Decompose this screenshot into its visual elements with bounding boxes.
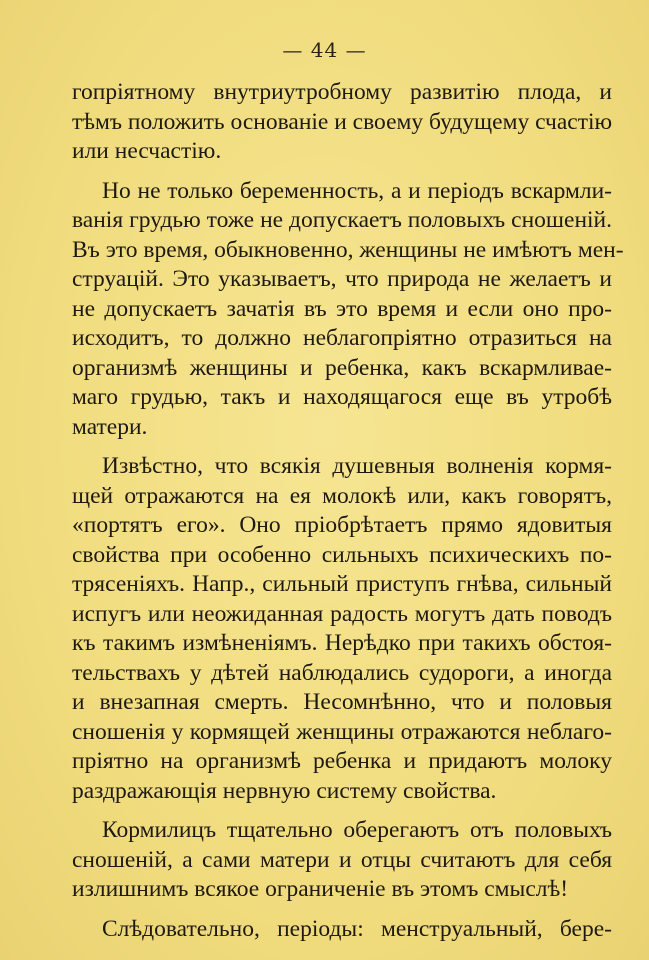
paragraph-4: [72, 816, 612, 905]
text-line: и внезапная смерть. Несомнѣнно, что и половыя: [72, 689, 612, 715]
text-line: трясеніяхъ. Напр., сильный приступъ гнѣва, сильный: [72, 571, 612, 597]
text-line: Въ это время, обыкновенно, женщины не имѣютъ мен-: [72, 236, 624, 263]
text-line: сношеній, а сами матери и отцы считаютъ для себя: [72, 846, 612, 873]
text-line: Но не только беременность, а и періодъ вскармли-: [102, 177, 612, 204]
text-line: свойства при особенно сильныхъ психическихъ по-: [72, 541, 612, 568]
text-line: пріятно на организмѣ ребенка и придаютъ молоку: [72, 748, 612, 774]
text-line: Кормилицъ тщательно оберегаютъ отъ половыхъ: [102, 817, 612, 843]
text-line: не допускаетъ зачатія въ это время и если оно про-: [72, 295, 612, 322]
text-line: Слѣдовательно, періоды: менструальный, бере-: [102, 915, 612, 942]
text-line: раздражающія нервную систему свойства.: [72, 777, 497, 804]
paragraph-3: [72, 452, 612, 806]
text-line: тельствахъ у дѣтей наблюдались судороги, а иногда: [72, 659, 612, 686]
text-line: испугъ или неожиданная радость могутъ дать поводъ: [72, 600, 612, 627]
text-line: сношенія у кормящей женщины отражаются неблаго-: [72, 718, 612, 745]
text-line: щей отражаются на ея молокѣ или, какъ говорятъ,: [72, 482, 612, 509]
text-line: гопріятному внутриутробному развитію плода, и: [72, 79, 612, 105]
text-line: Извѣстно, что всякія душевныя волненія кормя-: [102, 453, 612, 479]
text-line: организмѣ женщины и ребенка, какъ вскармливае-: [72, 354, 612, 381]
text-line: «портятъ его». Оно пріобрѣтаетъ прямо ядовитыя: [72, 512, 612, 538]
text-line: или несчастію.: [72, 138, 222, 164]
text-line: излишнимъ всякое ограниченіе въ этомъ смыслѣ!: [72, 876, 569, 902]
body-text: [72, 78, 624, 944]
text-line: маго грудью, такъ и находящагося еще въ утробѣ: [72, 384, 612, 410]
paragraph-1: [72, 78, 612, 167]
text-line: исходитъ, то должно неблагопріятно отразиться на: [72, 325, 612, 351]
paragraph-5: [72, 915, 612, 945]
text-line: къ такимъ измѣненіямъ. Нерѣдко при такихъ обстоя-: [72, 630, 612, 656]
text-line: тѣмъ положить основаніе и своему будущему счастію: [72, 108, 613, 135]
text-line: матери.: [72, 413, 148, 440]
text-line: струацій. Это указываетъ, что природа не желаетъ и: [72, 266, 612, 292]
text-line: ванія грудью тоже не допускаетъ половыхъ сношеній.: [72, 207, 612, 233]
paragraph-2: [72, 177, 624, 443]
page-number: — 44 —: [282, 38, 367, 62]
